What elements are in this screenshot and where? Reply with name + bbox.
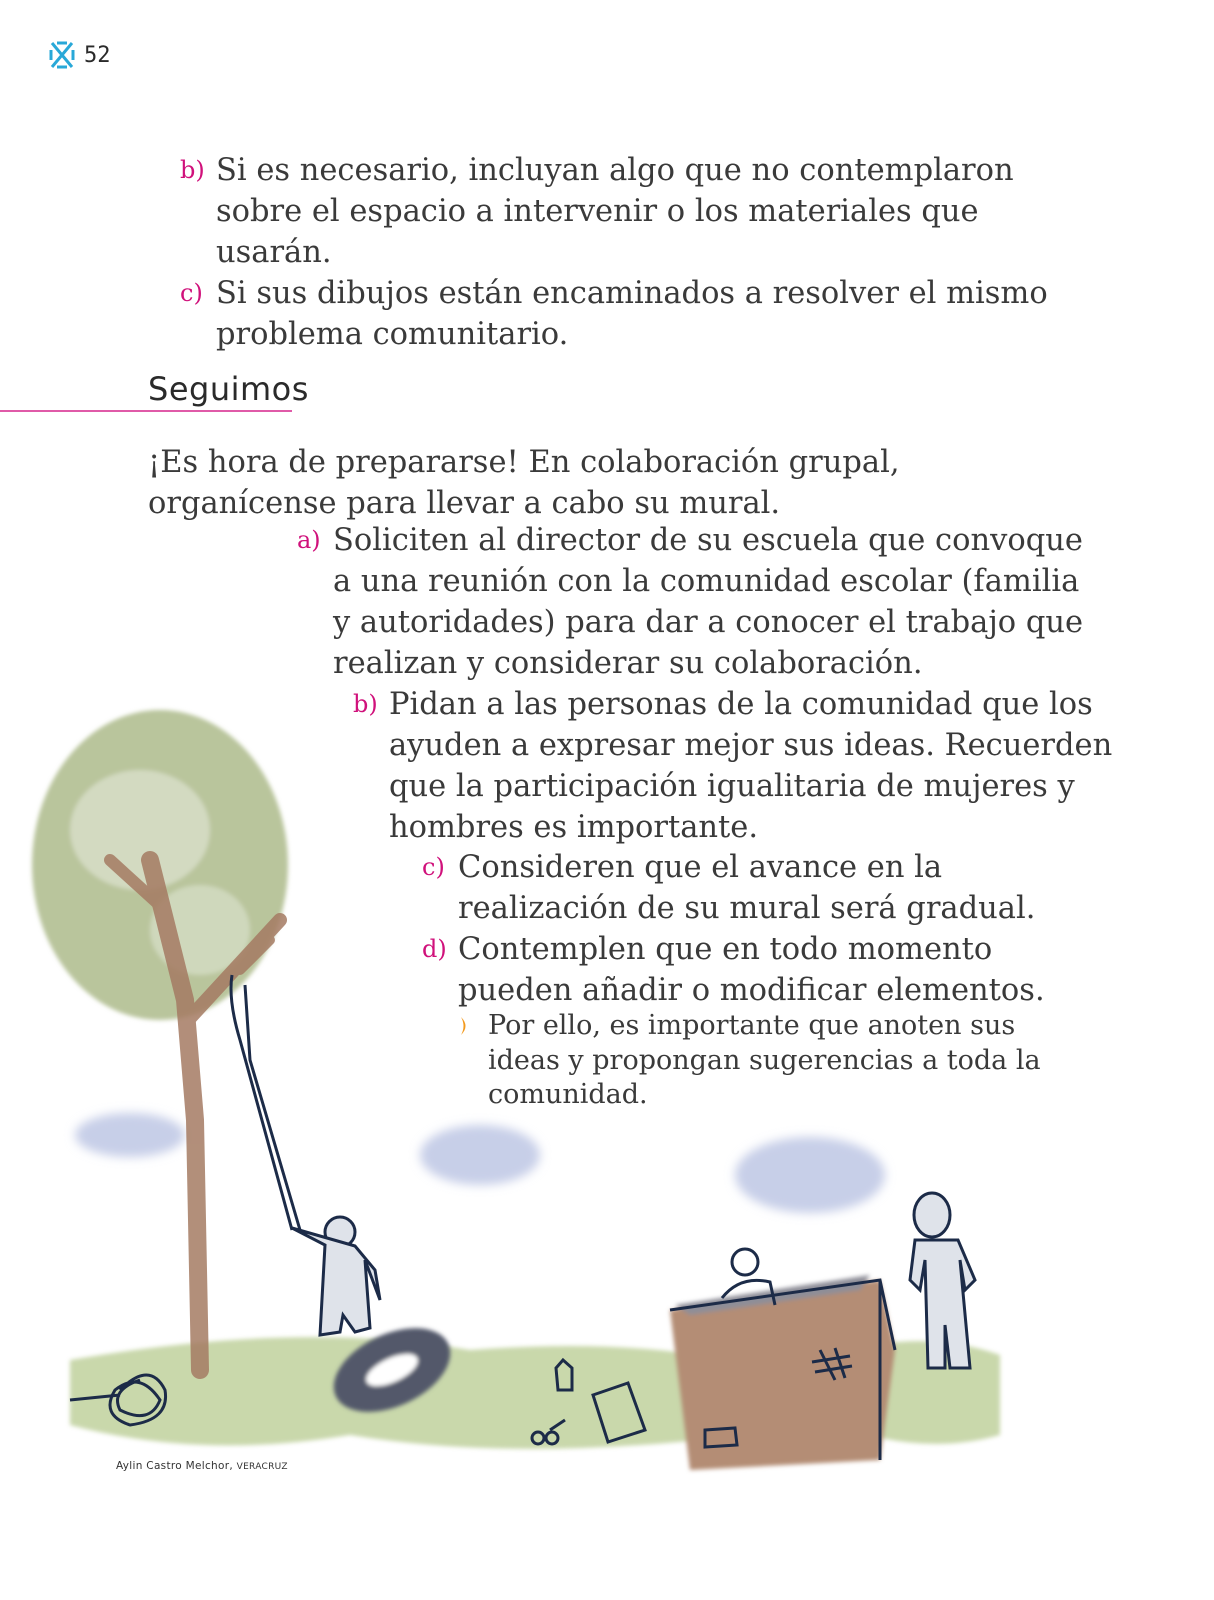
item-line: Pidan a las personas de la comunidad que los	[389, 687, 1093, 722]
mural-illustration	[0, 700, 1214, 1500]
item-line: realización de su mural será gradual.	[458, 891, 1036, 926]
item-label: c)	[180, 279, 203, 307]
item-label: d)	[422, 935, 447, 963]
item-line: Si sus dibujos están encaminados a resolver el mismo	[216, 276, 1048, 311]
credit-state: VERACRUZ	[236, 1462, 288, 1472]
item-line: usarán.	[216, 235, 332, 270]
illustration-credit	[116, 1460, 288, 1472]
item-line: problema comunitario.	[216, 317, 569, 352]
item-line: Soliciten al director de su escuela que convoque	[333, 523, 1083, 558]
item-label: a)	[297, 526, 321, 554]
rope	[231, 975, 300, 1230]
page-number-block	[48, 40, 111, 70]
item-line: Contemplen que en todo momento	[458, 932, 993, 967]
section-heading: Seguimos	[148, 370, 309, 408]
item-line: sobre el espacio a intervenir o los materiales que	[216, 194, 979, 229]
page-number: 52	[84, 42, 111, 68]
list-item	[180, 273, 1048, 355]
note-line: comunidad.	[488, 1079, 648, 1110]
item-line: Si es necesario, incluyan algo que no contemplaron	[216, 153, 1014, 188]
note-line: Por ello, es importante que anoten sus	[488, 1010, 1016, 1041]
item-line: a una reunión con la comunidad escolar (familia	[333, 564, 1080, 599]
heading-rule	[0, 410, 292, 412]
credit-author: Aylin Castro Melchor,	[116, 1460, 233, 1472]
child-figure	[292, 1217, 380, 1335]
item-line: realizan y considerar su colaboración.	[333, 646, 923, 681]
intro-paragraph	[148, 442, 900, 524]
note-line: ideas y propongan sugerencias a toda la	[488, 1044, 1041, 1076]
item-line: Consideren que el avance en la	[458, 850, 943, 885]
item-label: b)	[353, 690, 378, 718]
hash-cross-logo-icon	[48, 40, 76, 70]
item-line: que la participación igualitaria de mujeres y	[389, 769, 1075, 804]
intro-line: ¡Es hora de prepararse! En colaboración grupal,	[148, 445, 900, 480]
item-line: ayuden a expresar mejor sus ideas. Recuerden	[389, 728, 1113, 763]
step-item	[297, 520, 1084, 684]
item-label: b)	[180, 156, 205, 184]
item-label: c)	[422, 853, 445, 881]
list-item	[180, 150, 1014, 273]
intro-line: organícense para llevar a cabo su mural.	[148, 486, 781, 521]
item-line: hombres es importante.	[389, 810, 759, 845]
item-line: pueden añadir o modificar elementos.	[458, 973, 1045, 1008]
item-line: y autoridades) para dar a conocer el trabajo que	[333, 605, 1084, 640]
